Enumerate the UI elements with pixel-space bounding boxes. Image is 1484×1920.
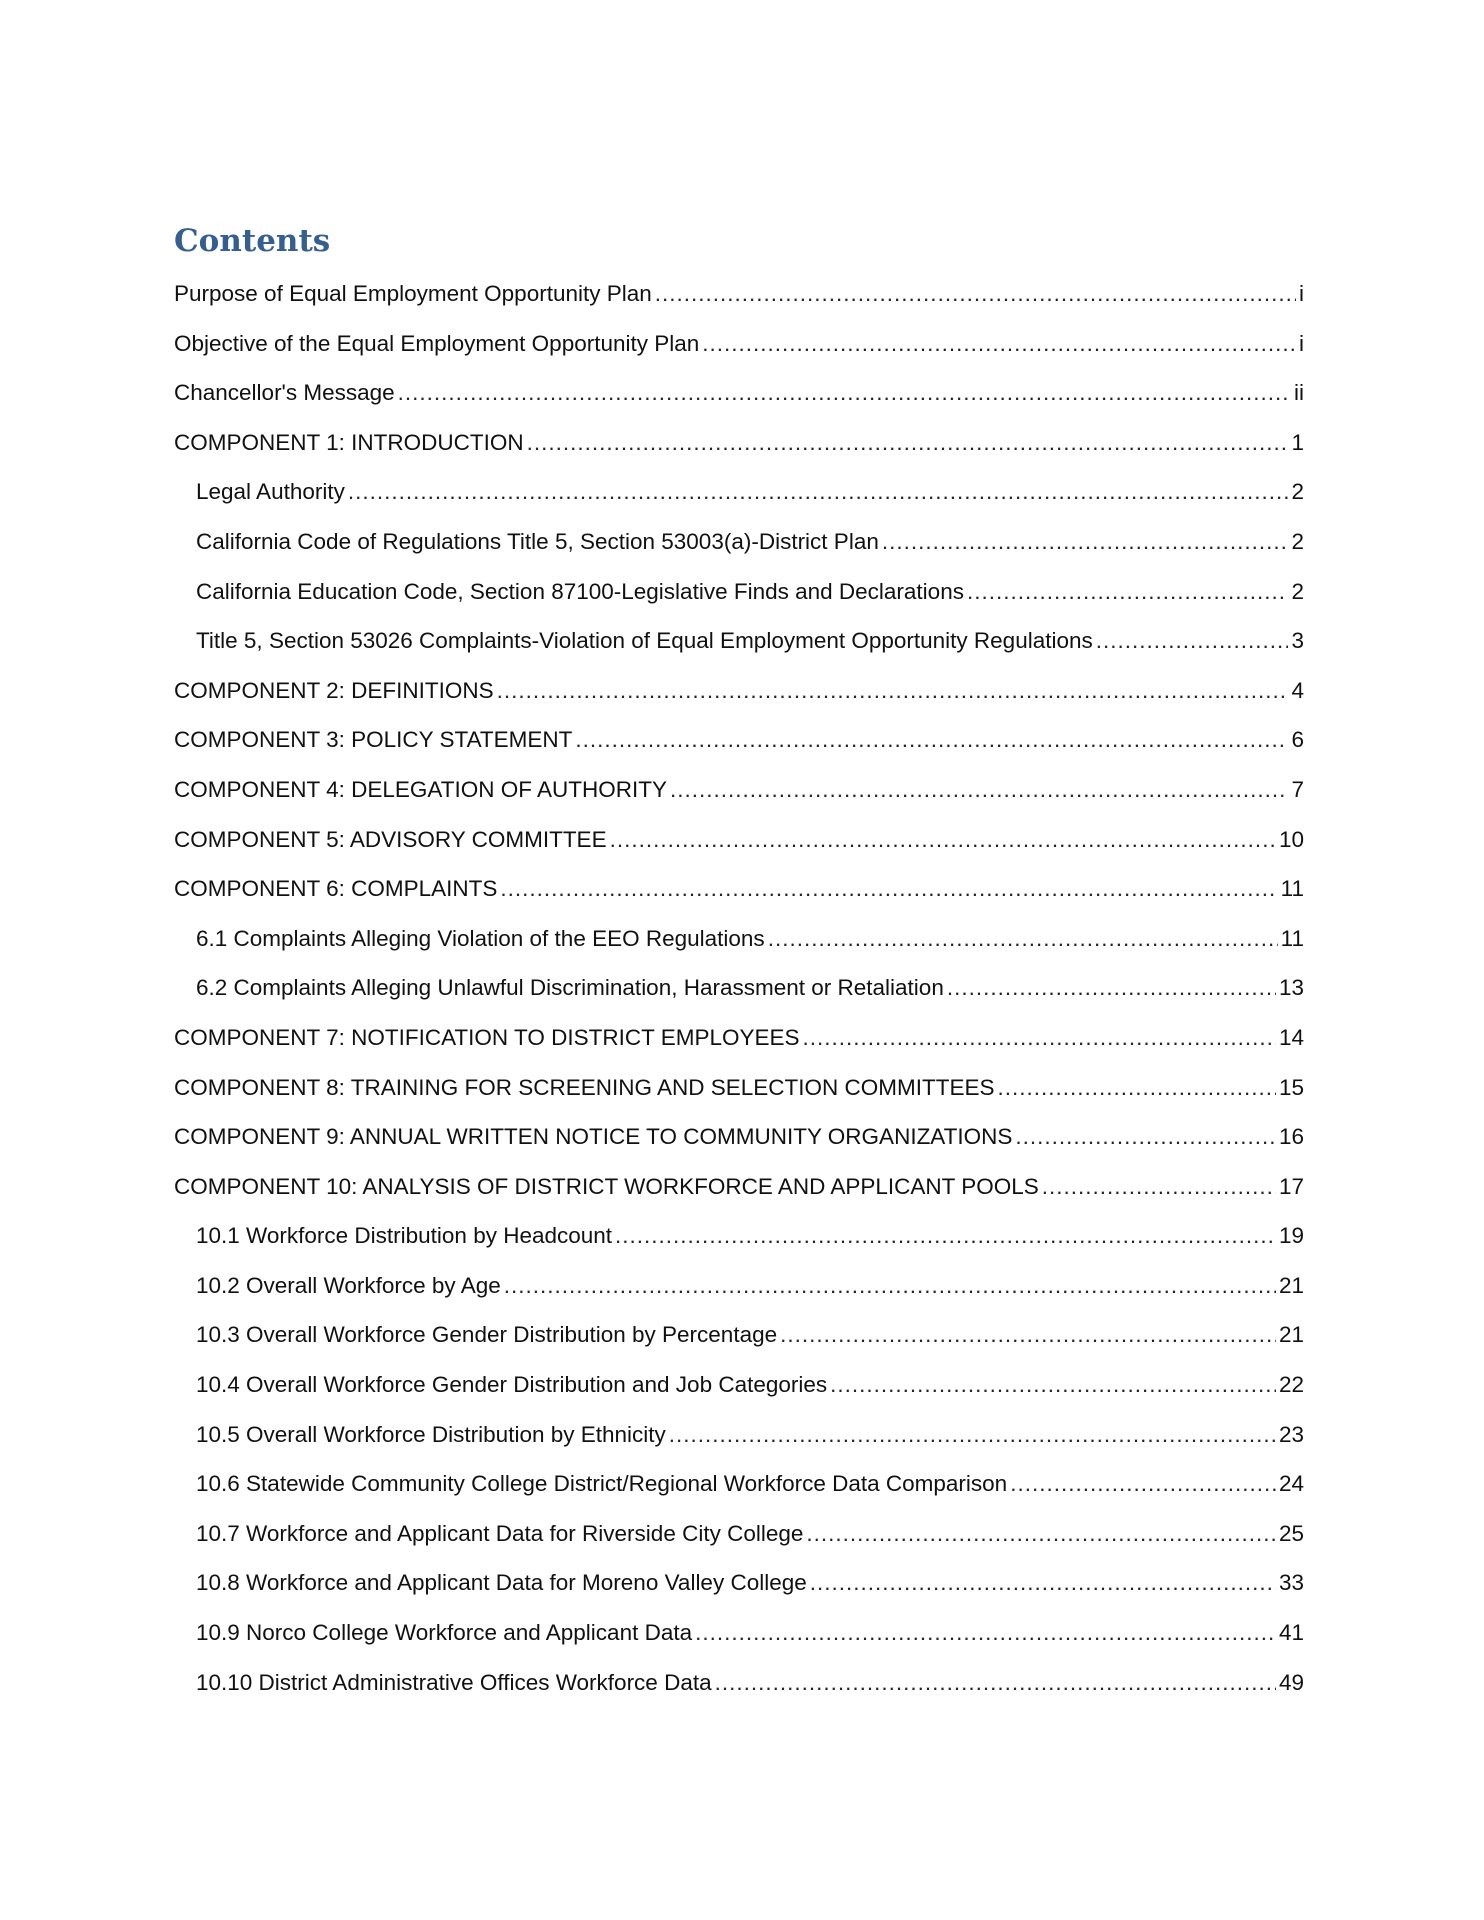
toc-entry-page-number: 17 bbox=[1278, 1173, 1304, 1199]
toc-entry[interactable] bbox=[174, 375, 1304, 425]
toc-entry-page-number: 11 bbox=[1280, 876, 1304, 902]
toc-entry[interactable] bbox=[174, 425, 1304, 475]
dot-leader bbox=[882, 524, 1289, 560]
toc-entry-title: 10.1 Workforce Distribution by Headcount bbox=[196, 1223, 613, 1249]
toc-entry-page-number: 2 bbox=[1291, 528, 1304, 554]
toc-entry-title: 10.2 Overall Workforce by Age bbox=[196, 1272, 501, 1298]
toc-entry-title: Purpose of Equal Employment Opportunity Plan bbox=[174, 281, 652, 306]
dot-leader bbox=[504, 1268, 1276, 1304]
toc-entry[interactable] bbox=[174, 1367, 1304, 1417]
toc-entry-page-number: 19 bbox=[1278, 1223, 1304, 1249]
toc-entry-title: COMPONENT 3: POLICY STATEMENT bbox=[174, 727, 573, 753]
dot-leader bbox=[655, 276, 1296, 312]
toc-entry-title: Objective of the Equal Employment Opportunity Plan bbox=[174, 330, 700, 356]
toc-entry[interactable] bbox=[174, 1268, 1304, 1318]
toc-entry[interactable] bbox=[174, 1020, 1304, 1070]
toc-entry[interactable] bbox=[174, 276, 1304, 326]
toc-entry-page-number: 23 bbox=[1278, 1421, 1304, 1447]
toc-entry-page-number: 22 bbox=[1278, 1372, 1304, 1398]
toc-entry-page-number: 10 bbox=[1278, 826, 1304, 852]
dot-leader bbox=[348, 474, 1289, 510]
dot-leader bbox=[1010, 1466, 1276, 1502]
toc-entry-title: 10.6 Statewide Community College District/Regional Workforce Data Comparison bbox=[196, 1471, 1008, 1497]
dot-leader bbox=[1096, 623, 1289, 659]
toc-entry[interactable] bbox=[174, 970, 1304, 1020]
toc-entry[interactable] bbox=[174, 1218, 1304, 1268]
toc-entry-page-number: 49 bbox=[1278, 1669, 1304, 1695]
dot-leader bbox=[768, 921, 1278, 957]
toc-entry[interactable] bbox=[174, 1516, 1304, 1566]
dot-leader bbox=[670, 772, 1289, 808]
dot-leader bbox=[575, 722, 1288, 758]
dot-leader bbox=[1015, 1119, 1276, 1155]
toc-entry[interactable] bbox=[174, 1070, 1304, 1120]
dot-leader bbox=[398, 375, 1291, 411]
toc-entry[interactable] bbox=[174, 574, 1304, 624]
dot-leader bbox=[830, 1367, 1276, 1403]
toc-entry-title: 6.2 Complaints Alleging Unlawful Discrimination, Harassment or Retaliation bbox=[196, 975, 944, 1001]
dot-leader bbox=[615, 1218, 1276, 1254]
toc-entry-page-number: 3 bbox=[1291, 628, 1304, 654]
toc-entry-title: California Education Code, Section 87100-Legislative Finds and Declarations bbox=[196, 578, 964, 604]
toc-entry-page-number: 7 bbox=[1291, 776, 1304, 802]
toc-entry-title: 10.10 District Administrative Offices Workforce Data bbox=[196, 1669, 712, 1695]
dot-leader bbox=[998, 1070, 1276, 1106]
toc-entry-title: 10.7 Workforce and Applicant Data for Riverside City College bbox=[196, 1520, 804, 1546]
toc-entry-page-number: 2 bbox=[1291, 578, 1304, 604]
toc-entry-page-number: 25 bbox=[1278, 1520, 1304, 1546]
toc-entry-page-number: 13 bbox=[1278, 975, 1304, 1001]
toc-entry-title: Chancellor's Message bbox=[174, 380, 395, 406]
dot-leader bbox=[695, 1615, 1276, 1651]
dot-leader bbox=[500, 871, 1277, 907]
toc-entry[interactable] bbox=[174, 871, 1304, 921]
toc-entry[interactable] bbox=[174, 1615, 1304, 1665]
toc-entry-page-number: 2 bbox=[1291, 479, 1304, 505]
toc-entry-title: 10.4 Overall Workforce Gender Distribution and Job Categories bbox=[196, 1372, 828, 1398]
toc-entry[interactable] bbox=[174, 722, 1304, 772]
toc-entry-title: COMPONENT 10: ANALYSIS OF DISTRICT WORKFORCE AND APPLICANT POOLS bbox=[174, 1173, 1039, 1199]
toc-entry-title: COMPONENT 1: INTRODUCTION bbox=[174, 429, 524, 455]
toc-entry[interactable] bbox=[174, 474, 1304, 524]
toc-entry[interactable] bbox=[174, 623, 1304, 673]
toc-entry-title: COMPONENT 2: DEFINITIONS bbox=[174, 677, 494, 703]
dot-leader bbox=[1042, 1169, 1276, 1205]
toc-entry-page-number: 41 bbox=[1278, 1620, 1304, 1646]
toc-entry-title: 6.1 Complaints Alleging Violation of the EEO Regulations bbox=[196, 925, 765, 951]
toc-entry-page-number: 16 bbox=[1278, 1124, 1304, 1150]
toc-entry[interactable] bbox=[174, 326, 1304, 376]
toc-entry-title: COMPONENT 4: DELEGATION OF AUTHORITY bbox=[174, 776, 667, 802]
toc-entry-title: 10.5 Overall Workforce Distribution by Ethnicity bbox=[196, 1421, 666, 1447]
toc-entry[interactable] bbox=[174, 822, 1304, 872]
toc-entry-title: COMPONENT 5: ADVISORY COMMITTEE bbox=[174, 826, 607, 852]
toc-entry-page-number: ii bbox=[1294, 380, 1304, 406]
toc-entry-title: Legal Authority bbox=[196, 479, 345, 505]
toc-entry-page-number: i bbox=[1299, 330, 1304, 356]
toc-entry-page-number: 21 bbox=[1278, 1322, 1304, 1348]
toc-entry-title: COMPONENT 8: TRAINING FOR SCREENING AND SELECTION COMMITTEES bbox=[174, 1074, 995, 1100]
dot-leader bbox=[803, 1020, 1276, 1056]
toc-entry[interactable] bbox=[174, 673, 1304, 723]
toc-entry[interactable] bbox=[174, 524, 1304, 574]
toc-entry-title: 10.8 Workforce and Applicant Data for Moreno Valley College bbox=[196, 1570, 807, 1596]
dot-leader bbox=[527, 425, 1289, 461]
toc-entry-title: California Code of Regulations Title 5, Section 53003(a)-District Plan bbox=[196, 528, 879, 554]
toc-entry-title: 10.9 Norco College Workforce and Applicant Data bbox=[196, 1620, 693, 1646]
toc-entry-page-number: 24 bbox=[1278, 1471, 1304, 1497]
toc-entry-title: COMPONENT 9: ANNUAL WRITTEN NOTICE TO COMMUNITY ORGANIZATIONS bbox=[174, 1124, 1013, 1150]
toc-entry-title: Title 5, Section 53026 Complaints-Violation of Equal Employment Opportunity Regulations bbox=[196, 628, 1093, 654]
page-title: Contents bbox=[174, 223, 331, 259]
toc-entry[interactable] bbox=[174, 1317, 1304, 1367]
toc-entry-page-number: 14 bbox=[1278, 1024, 1304, 1050]
toc-entry-page-number: 33 bbox=[1278, 1570, 1304, 1596]
dot-leader bbox=[610, 822, 1276, 858]
toc-entry-page-number: 1 bbox=[1291, 429, 1304, 455]
toc-entry[interactable] bbox=[174, 1119, 1304, 1169]
toc-entry-page-number: 6 bbox=[1291, 727, 1304, 753]
toc-entry[interactable] bbox=[174, 1169, 1304, 1219]
toc-entry[interactable] bbox=[174, 1466, 1304, 1516]
toc-entry-page-number: 15 bbox=[1278, 1074, 1304, 1100]
dot-leader bbox=[967, 574, 1289, 610]
toc-entry-title: COMPONENT 6: COMPLAINTS bbox=[174, 876, 498, 902]
toc-entry-page-number: 11 bbox=[1280, 925, 1304, 951]
toc-entry-page-number: 21 bbox=[1278, 1272, 1304, 1298]
toc-entry-title: COMPONENT 7: NOTIFICATION TO DISTRICT EMPLOYEES bbox=[174, 1024, 800, 1050]
toc-entry[interactable] bbox=[174, 921, 1304, 971]
toc-entry[interactable] bbox=[174, 1565, 1304, 1615]
toc-entry-page-number: i bbox=[1299, 281, 1304, 306]
dot-leader bbox=[702, 326, 1296, 362]
dot-leader bbox=[780, 1317, 1276, 1353]
dot-leader bbox=[715, 1665, 1276, 1701]
toc-entry-title: 10.3 Overall Workforce Gender Distribution by Percentage bbox=[196, 1322, 778, 1348]
dot-leader bbox=[669, 1417, 1276, 1453]
dot-leader bbox=[497, 673, 1289, 709]
table-of-contents bbox=[174, 276, 1304, 1714]
dot-leader bbox=[810, 1565, 1276, 1601]
dot-leader bbox=[806, 1516, 1276, 1552]
dot-leader bbox=[947, 970, 1276, 1006]
toc-entry[interactable] bbox=[174, 772, 1304, 822]
toc-entry[interactable] bbox=[174, 1417, 1304, 1467]
toc-entry[interactable] bbox=[174, 1665, 1304, 1715]
toc-entry-page-number: 4 bbox=[1291, 677, 1304, 703]
